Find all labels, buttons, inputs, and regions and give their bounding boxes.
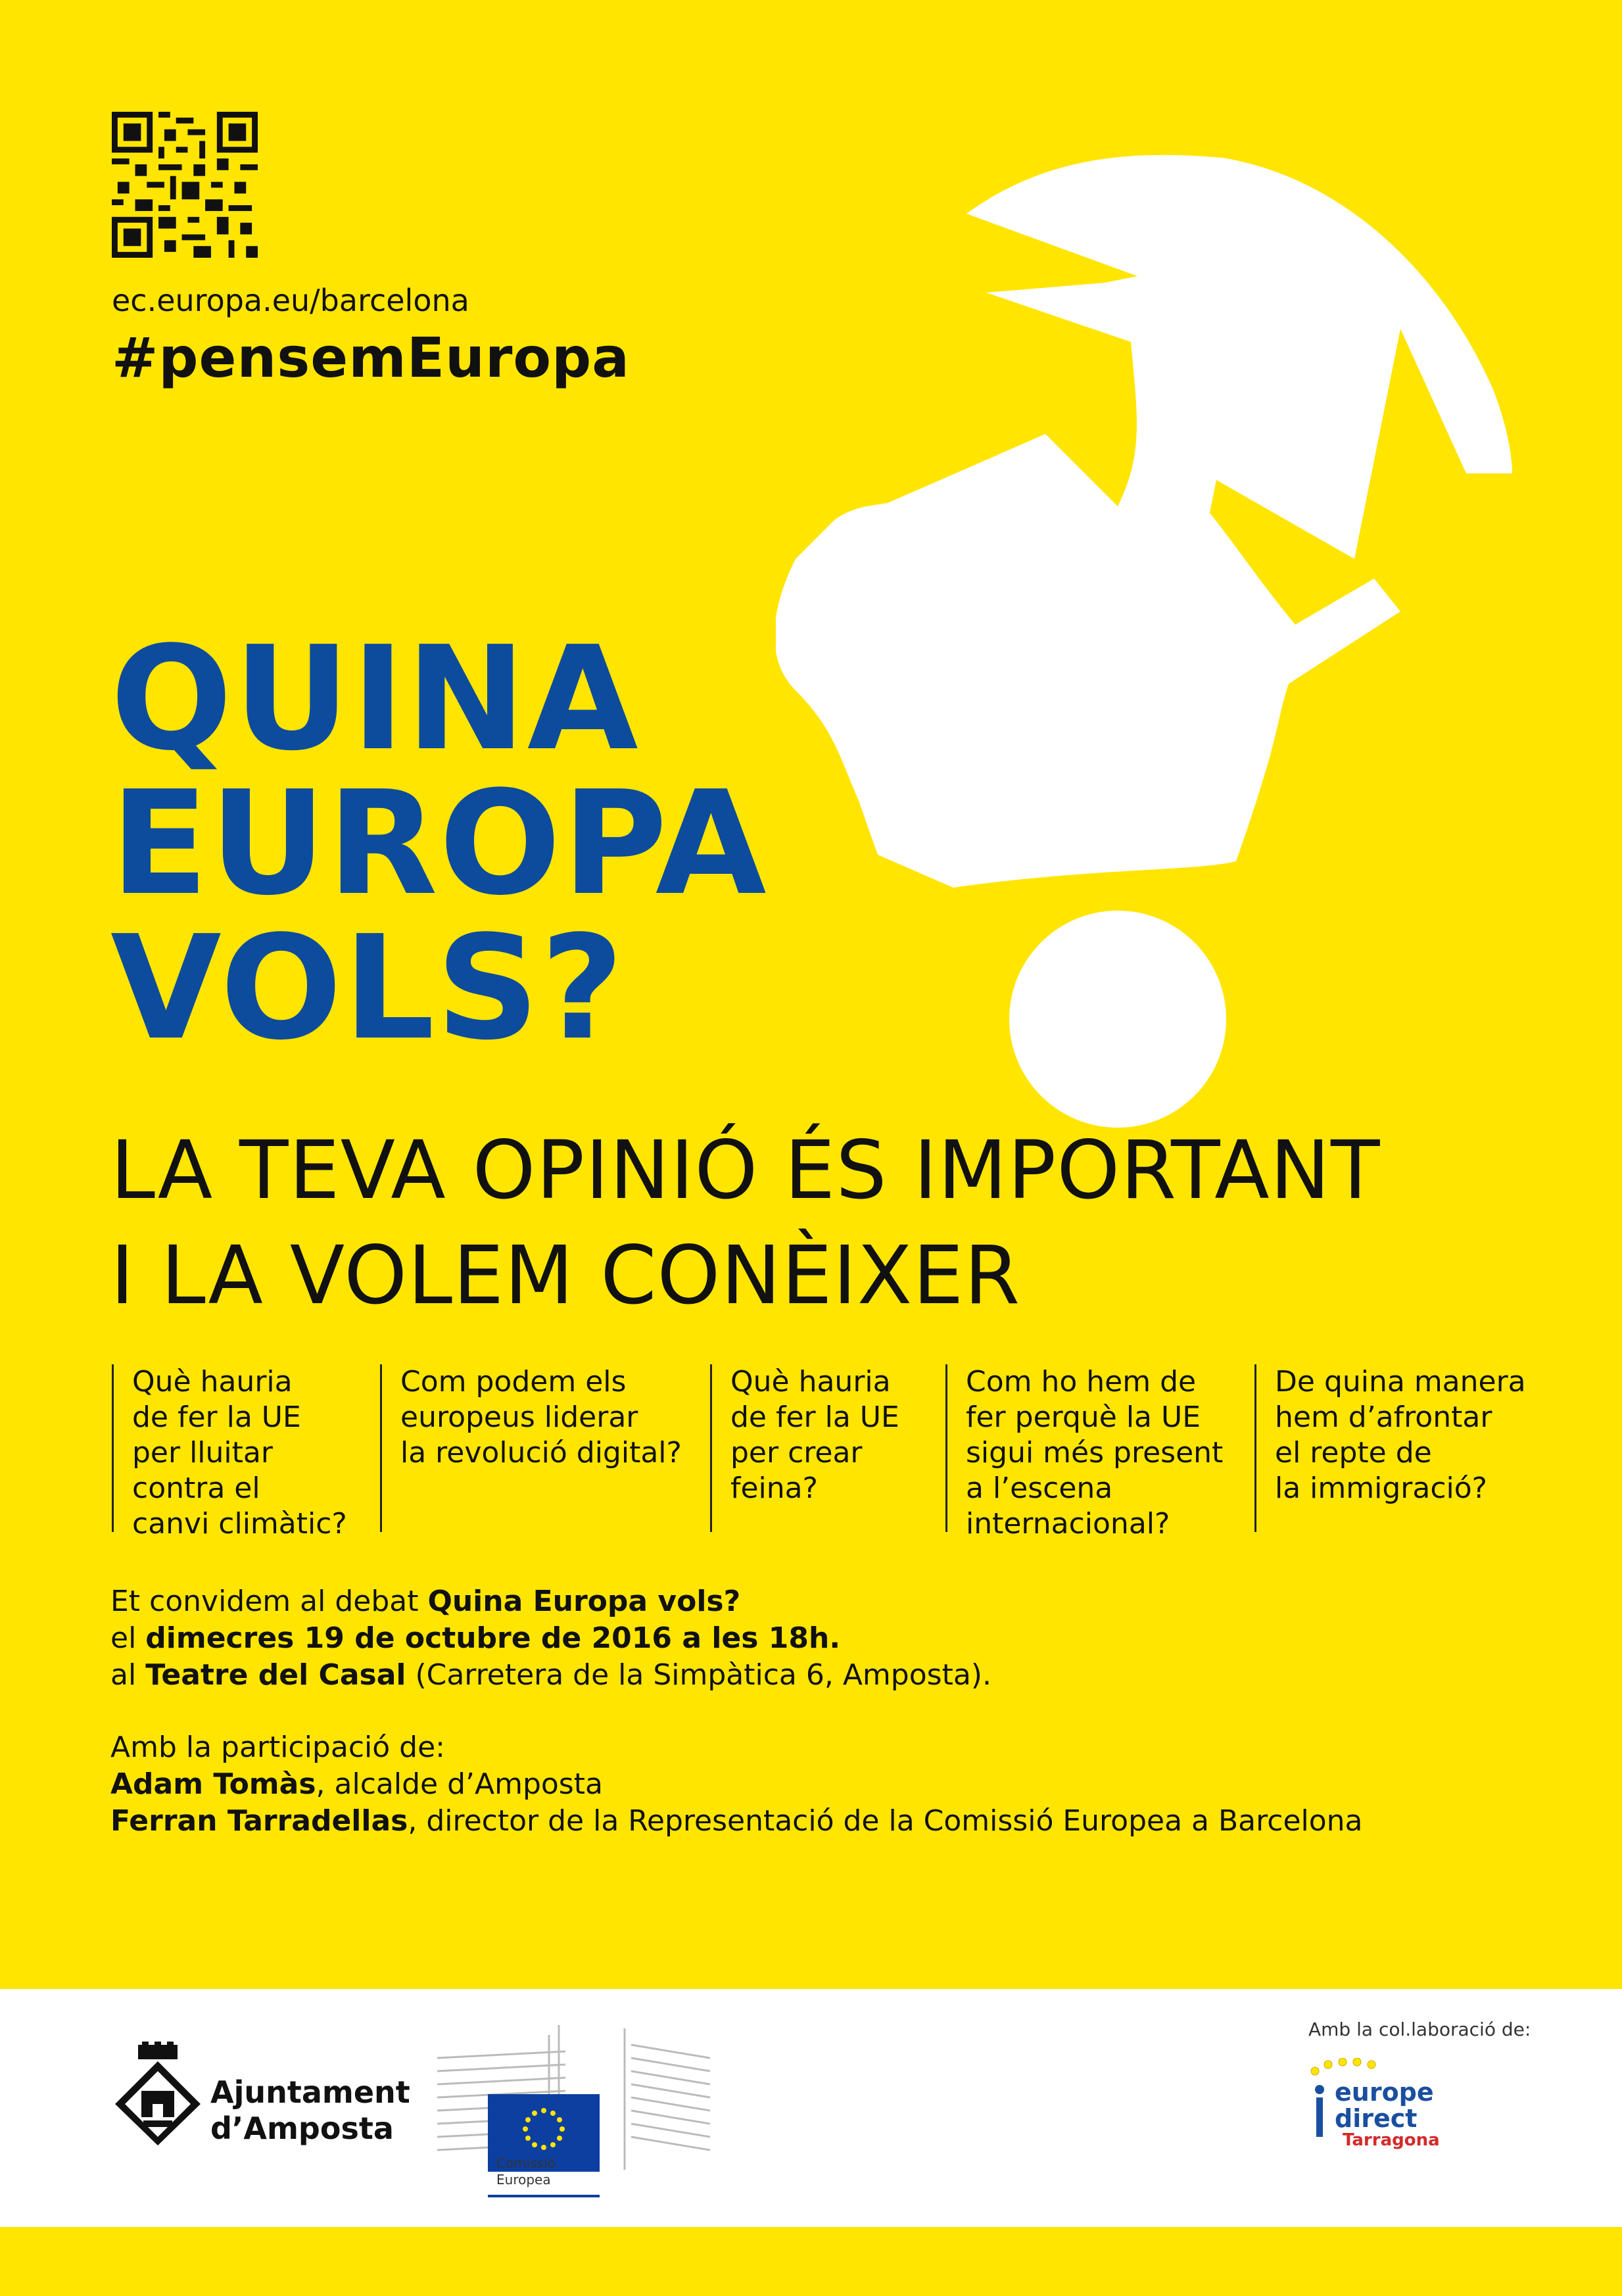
invite-text: Et convidem al debat: [110, 1585, 428, 1618]
invite-line-3: [110, 1657, 991, 1694]
question-digital: [380, 1364, 690, 1532]
question-line: el repte de: [1275, 1436, 1432, 1470]
invite-text: al: [110, 1658, 146, 1692]
subtitle-line-2: I LA VOLEM CONÈIXER: [110, 1229, 1021, 1322]
question-line: Què hauria: [132, 1365, 293, 1399]
question-jobs: [710, 1364, 941, 1532]
invite-date: dimecres 19 de octubre de 2016 a les 18h.: [145, 1621, 841, 1655]
question-line: Com ho hem de: [966, 1365, 1197, 1399]
question-line: la immigració?: [1275, 1471, 1488, 1505]
question-climate: [112, 1364, 375, 1541]
amposta-coat-of-arms-icon: [112, 2042, 204, 2147]
participant-1: [110, 1766, 603, 1803]
title-line-3: VOLS?: [110, 905, 625, 1072]
invite-text: el: [110, 1621, 146, 1655]
question-line: contra el: [132, 1471, 260, 1505]
europe-direct-line-1: europe: [1335, 2078, 1434, 2107]
invite-line-2: [110, 1620, 840, 1657]
invite-event-name: Quina Europa vols?: [427, 1585, 741, 1618]
participant-name: Ferran Tarradellas: [110, 1804, 408, 1838]
participant-role: , director de la Representació de la Comissió Europea a Barcelona: [408, 1804, 1363, 1838]
ec-label-line-1: Comissió: [496, 2155, 556, 2171]
question-line: per crear: [730, 1436, 863, 1470]
europe-direct-line-2: direct: [1335, 2104, 1418, 2133]
question-line: De quina manera: [1275, 1365, 1526, 1399]
invite-venue: Teatre del Casal: [145, 1658, 406, 1692]
question-line: canvi climàtic?: [132, 1507, 347, 1541]
participants-intro: Amb la participació de:: [110, 1731, 445, 1764]
question-line: de fer la UE: [132, 1400, 301, 1434]
question-international: [945, 1364, 1242, 1541]
question-line: sigui més present: [966, 1436, 1224, 1470]
question-line: internacional?: [966, 1507, 1170, 1541]
question-line: per lluitar: [132, 1436, 273, 1470]
question-line: hem d’afrontar: [1275, 1400, 1492, 1434]
subtitle-line-1: LA TEVA OPINIÓ ÉS IMPORTANT: [110, 1124, 1381, 1217]
question-line: fer perquè la UE: [966, 1400, 1201, 1434]
question-line: europeus liderar: [400, 1400, 638, 1434]
european-commission-logo-icon: [434, 2019, 710, 2199]
question-line: Què hauria: [730, 1365, 891, 1399]
participant-2: [110, 1803, 1363, 1840]
question-line: feina?: [730, 1471, 818, 1505]
qr-code-icon[interactable]: [112, 112, 258, 258]
ec-label-line-2: Europea: [496, 2172, 551, 2188]
collaboration-label: Amb la col.laboració de:: [1308, 2019, 1531, 2040]
amposta-name-line-2: d’Amposta: [210, 2111, 394, 2146]
invite-line-1: [110, 1583, 740, 1620]
question-line: de fer la UE: [730, 1400, 899, 1434]
europe-direct-line-3: Tarragona: [1343, 2130, 1440, 2150]
bottom-band: [0, 2227, 1622, 2296]
title-line-2: EUROPA: [110, 761, 768, 927]
participant-role: , alcalde d’Amposta: [316, 1767, 603, 1801]
title-line-1: QUINA: [110, 616, 640, 782]
website-url[interactable]: ec.europa.eu/barcelona: [112, 283, 469, 318]
question-immigration: [1254, 1364, 1571, 1532]
question-line: la revolució digital?: [400, 1436, 682, 1470]
question-line: Com podem els: [400, 1365, 627, 1399]
invite-address: (Carretera de la Simpàtica 6, Amposta).: [406, 1658, 991, 1692]
hashtag: #pensemEuropa: [112, 325, 630, 390]
question-line: a l’escena: [966, 1471, 1113, 1505]
amposta-name-line-1: Ajuntament: [210, 2074, 410, 2110]
participant-name: Adam Tomàs: [110, 1767, 316, 1801]
question-mark-head-icon: [776, 138, 1552, 1164]
